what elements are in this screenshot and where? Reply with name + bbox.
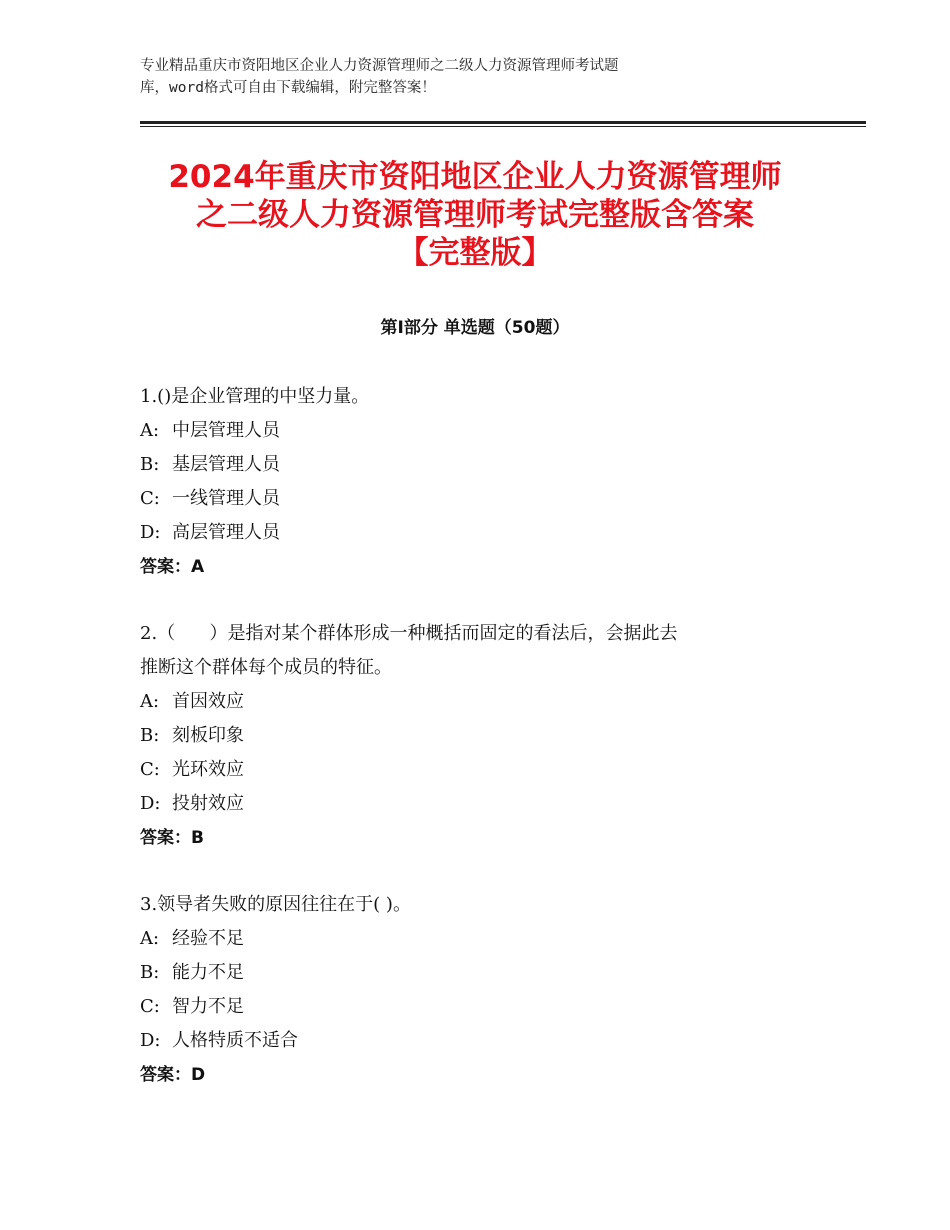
option-text: 能力不足	[172, 962, 244, 983]
document-title	[95, 158, 855, 272]
question-text: 3.领导者失败的原因往往在于( )。	[140, 894, 411, 915]
option-text: 一线管理人员	[172, 488, 280, 509]
answer-line: 答案：B	[140, 828, 204, 848]
answer-line: 答案：A	[140, 557, 205, 577]
option-letter: C:	[140, 488, 160, 509]
header-divider-thin	[140, 126, 866, 127]
option-b	[140, 448, 840, 482]
option-letter: B:	[140, 725, 160, 746]
section-heading: 第Ⅰ部分 单选题（50题）	[380, 318, 570, 338]
option-text: 中层管理人员	[172, 420, 280, 441]
option-letter: A:	[140, 420, 160, 441]
option-letter: D:	[140, 522, 161, 543]
title-line-1: 2024年重庆市资阳地区企业人力资源管理师	[168, 159, 782, 195]
question-text-line-1: 2.（ ）是指对某个群体形成一种概括而固定的看法后，会据此去	[140, 623, 678, 644]
question-3	[140, 888, 840, 1092]
header-note-line-2: 库，word格式可自由下载编辑，附完整答案！	[140, 80, 436, 96]
option-text: 人格特质不适合	[172, 1030, 298, 1051]
option-text: 刻板印象	[172, 725, 244, 746]
header-note-line-1: 专业精品重庆市资阳地区企业人力资源管理师之二级人力资源管理师考试题	[140, 58, 619, 74]
option-a	[140, 414, 840, 448]
option-text: 基层管理人员	[172, 454, 280, 475]
option-letter: A:	[140, 691, 160, 712]
option-text: 高层管理人员	[172, 522, 280, 543]
option-text: 首因效应	[172, 691, 244, 712]
question-1	[140, 380, 840, 584]
option-letter: D:	[140, 793, 161, 814]
header-note	[140, 55, 820, 99]
option-b	[140, 956, 840, 990]
question-text-line-2: 推断这个群体每个成员的特征。	[140, 657, 392, 678]
option-c	[140, 753, 840, 787]
option-d	[140, 516, 840, 550]
option-letter: B:	[140, 454, 160, 475]
option-a	[140, 922, 840, 956]
option-text: 经验不足	[172, 928, 244, 949]
option-letter: B:	[140, 962, 160, 983]
option-letter: C:	[140, 759, 160, 780]
option-text: 光环效应	[172, 759, 244, 780]
title-line-2: 之二级人力资源管理师考试完整版含答案	[196, 197, 754, 233]
option-d	[140, 1024, 840, 1058]
option-letter: D:	[140, 1030, 161, 1051]
title-line-3: 【完整版】	[397, 235, 553, 271]
answer-line: 答案：D	[140, 1065, 206, 1085]
option-a	[140, 685, 840, 719]
question-2	[140, 617, 840, 855]
header-divider-thick	[140, 121, 866, 124]
question-list	[140, 380, 840, 1125]
option-b	[140, 719, 840, 753]
option-text: 投射效应	[172, 793, 244, 814]
option-letter: A:	[140, 928, 160, 949]
option-d	[140, 787, 840, 821]
question-text: 1.()是企业管理的中坚力量。	[140, 386, 370, 407]
option-c	[140, 482, 840, 516]
option-text: 智力不足	[172, 996, 244, 1017]
option-letter: C:	[140, 996, 160, 1017]
option-c	[140, 990, 840, 1024]
